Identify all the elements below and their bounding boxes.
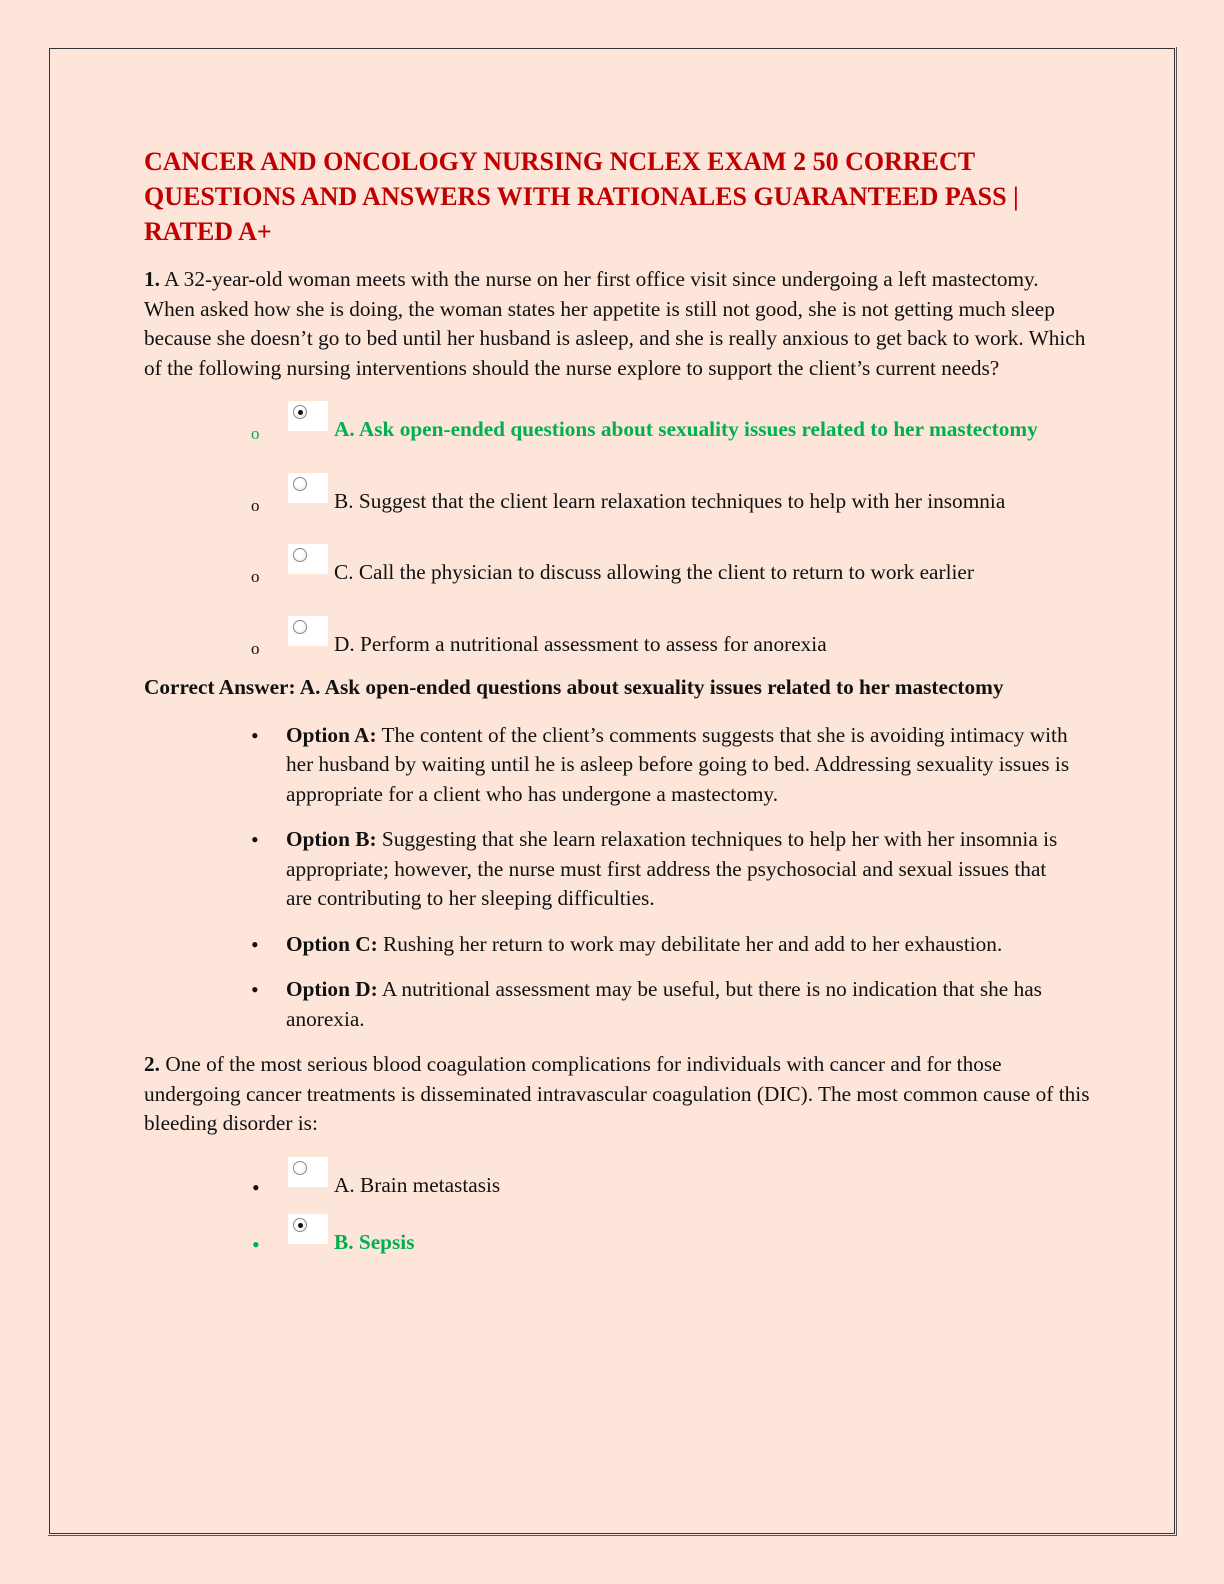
rationale-label: Option B:	[286, 827, 377, 851]
rationale-label: Option C:	[286, 931, 378, 956]
option-b[interactable]	[251, 473, 1094, 517]
document-body	[144, 144, 1094, 1272]
option-label: C. Call the physician to discuss allowing the client to return to work earlier	[334, 560, 974, 584]
rationale-b	[251, 825, 1094, 914]
option-label: B. Suggest that the client learn relaxation techniques to help with her insomnia	[334, 488, 1006, 513]
bullet-icon: •	[251, 977, 259, 1002]
rationale-text: The content of the client’s comments suggests that she is avoiding intimacy with her husband by waiting until he is asleep before going to bed. Addressing sexuality issues is appropriate for a client who has undergone a mastectomy.	[286, 722, 1070, 806]
list-marker: o	[251, 638, 260, 658]
document-title: CANCER AND ONCOLOGY NURSING NCLEX EXAM 2 50 CORRECT QUESTIONS AND ANSWERS WITH RATIONALES GUARANTEED PASS | RATED A+	[144, 147, 1019, 246]
list-marker: o	[251, 567, 260, 586]
list-marker: •	[252, 1174, 260, 1200]
option-a[interactable]	[252, 1157, 1094, 1201]
rationale-d	[251, 975, 1094, 1034]
bullet-icon: •	[251, 827, 259, 852]
option-label: D. Perform a nutritional assessment to assess for anorexia	[334, 631, 827, 656]
rationale-text: A nutritional assessment may be useful, but there is no indication that she has anorexia.	[286, 977, 1042, 1031]
rationale-text: Suggesting that she learn relaxation techniques to help her with her insomnia is appropriate; however, the nurse must first address the psychosocial and sexual issues that are contributing to her sleeping difficulties.	[286, 827, 1058, 910]
bullet-icon: •	[251, 722, 259, 748]
rationale-c	[251, 930, 1094, 960]
question-number: 2.	[144, 1052, 160, 1076]
option-c[interactable]	[251, 544, 1094, 588]
option-b[interactable]	[252, 1214, 1094, 1258]
correct-answer: Correct Answer: A. Ask open-ended questions about sexuality issues related to her mastectomy	[144, 675, 1004, 699]
list-marker: •	[252, 1232, 260, 1257]
list-marker: o	[251, 495, 260, 515]
rationale-text: Rushing her return to work may debilitate her and add to her exhaustion.	[383, 931, 1003, 956]
option-d[interactable]	[251, 616, 1094, 660]
question-1	[144, 265, 1094, 383]
radio-button-icon[interactable]	[288, 1157, 328, 1187]
question-text: A 32-year-old woman meets with the nurse on her first office visit since undergoing a left mastectomy. When asked how she is doing, the woman states her appetite is still not good, she is not getting much sleep because she doesn’t go to bed until her husband is asleep, and she is really anxious to get back to work. Which of the following nursing interventions should the nurse explore to support the client’s current needs?	[144, 267, 1086, 380]
radio-button-icon[interactable]	[288, 473, 328, 503]
rationale-label: Option D:	[286, 977, 378, 1001]
rationale-a	[251, 721, 1094, 810]
radio-button-icon[interactable]	[288, 616, 328, 646]
option-a[interactable]	[251, 401, 1094, 445]
option-label: B. Sepsis	[334, 1230, 415, 1254]
question-number: 1.	[144, 267, 160, 291]
radio-button-selected-icon[interactable]	[288, 401, 328, 431]
radio-button-selected-icon[interactable]	[288, 1214, 328, 1244]
list-marker: o	[251, 424, 260, 443]
rationale-label: Option A:	[286, 722, 377, 747]
question-2-options	[144, 1157, 1094, 1258]
option-label: A. Ask open-ended questions about sexuality issues related to her mastectomy	[334, 417, 1038, 441]
rationales-list	[144, 721, 1094, 1035]
question-text: One of the most serious blood coagulation complications for individuals with cancer and for those undergoing cancer treatments is disseminated intravascular coagulation (DIC). The most common cause of this bleeding disorder is:	[144, 1052, 1090, 1135]
option-label: A. Brain metastasis	[334, 1172, 501, 1197]
radio-button-icon[interactable]	[288, 544, 328, 574]
question-1-options	[144, 401, 1094, 659]
question-2	[144, 1050, 1094, 1139]
bullet-icon: •	[251, 931, 259, 957]
